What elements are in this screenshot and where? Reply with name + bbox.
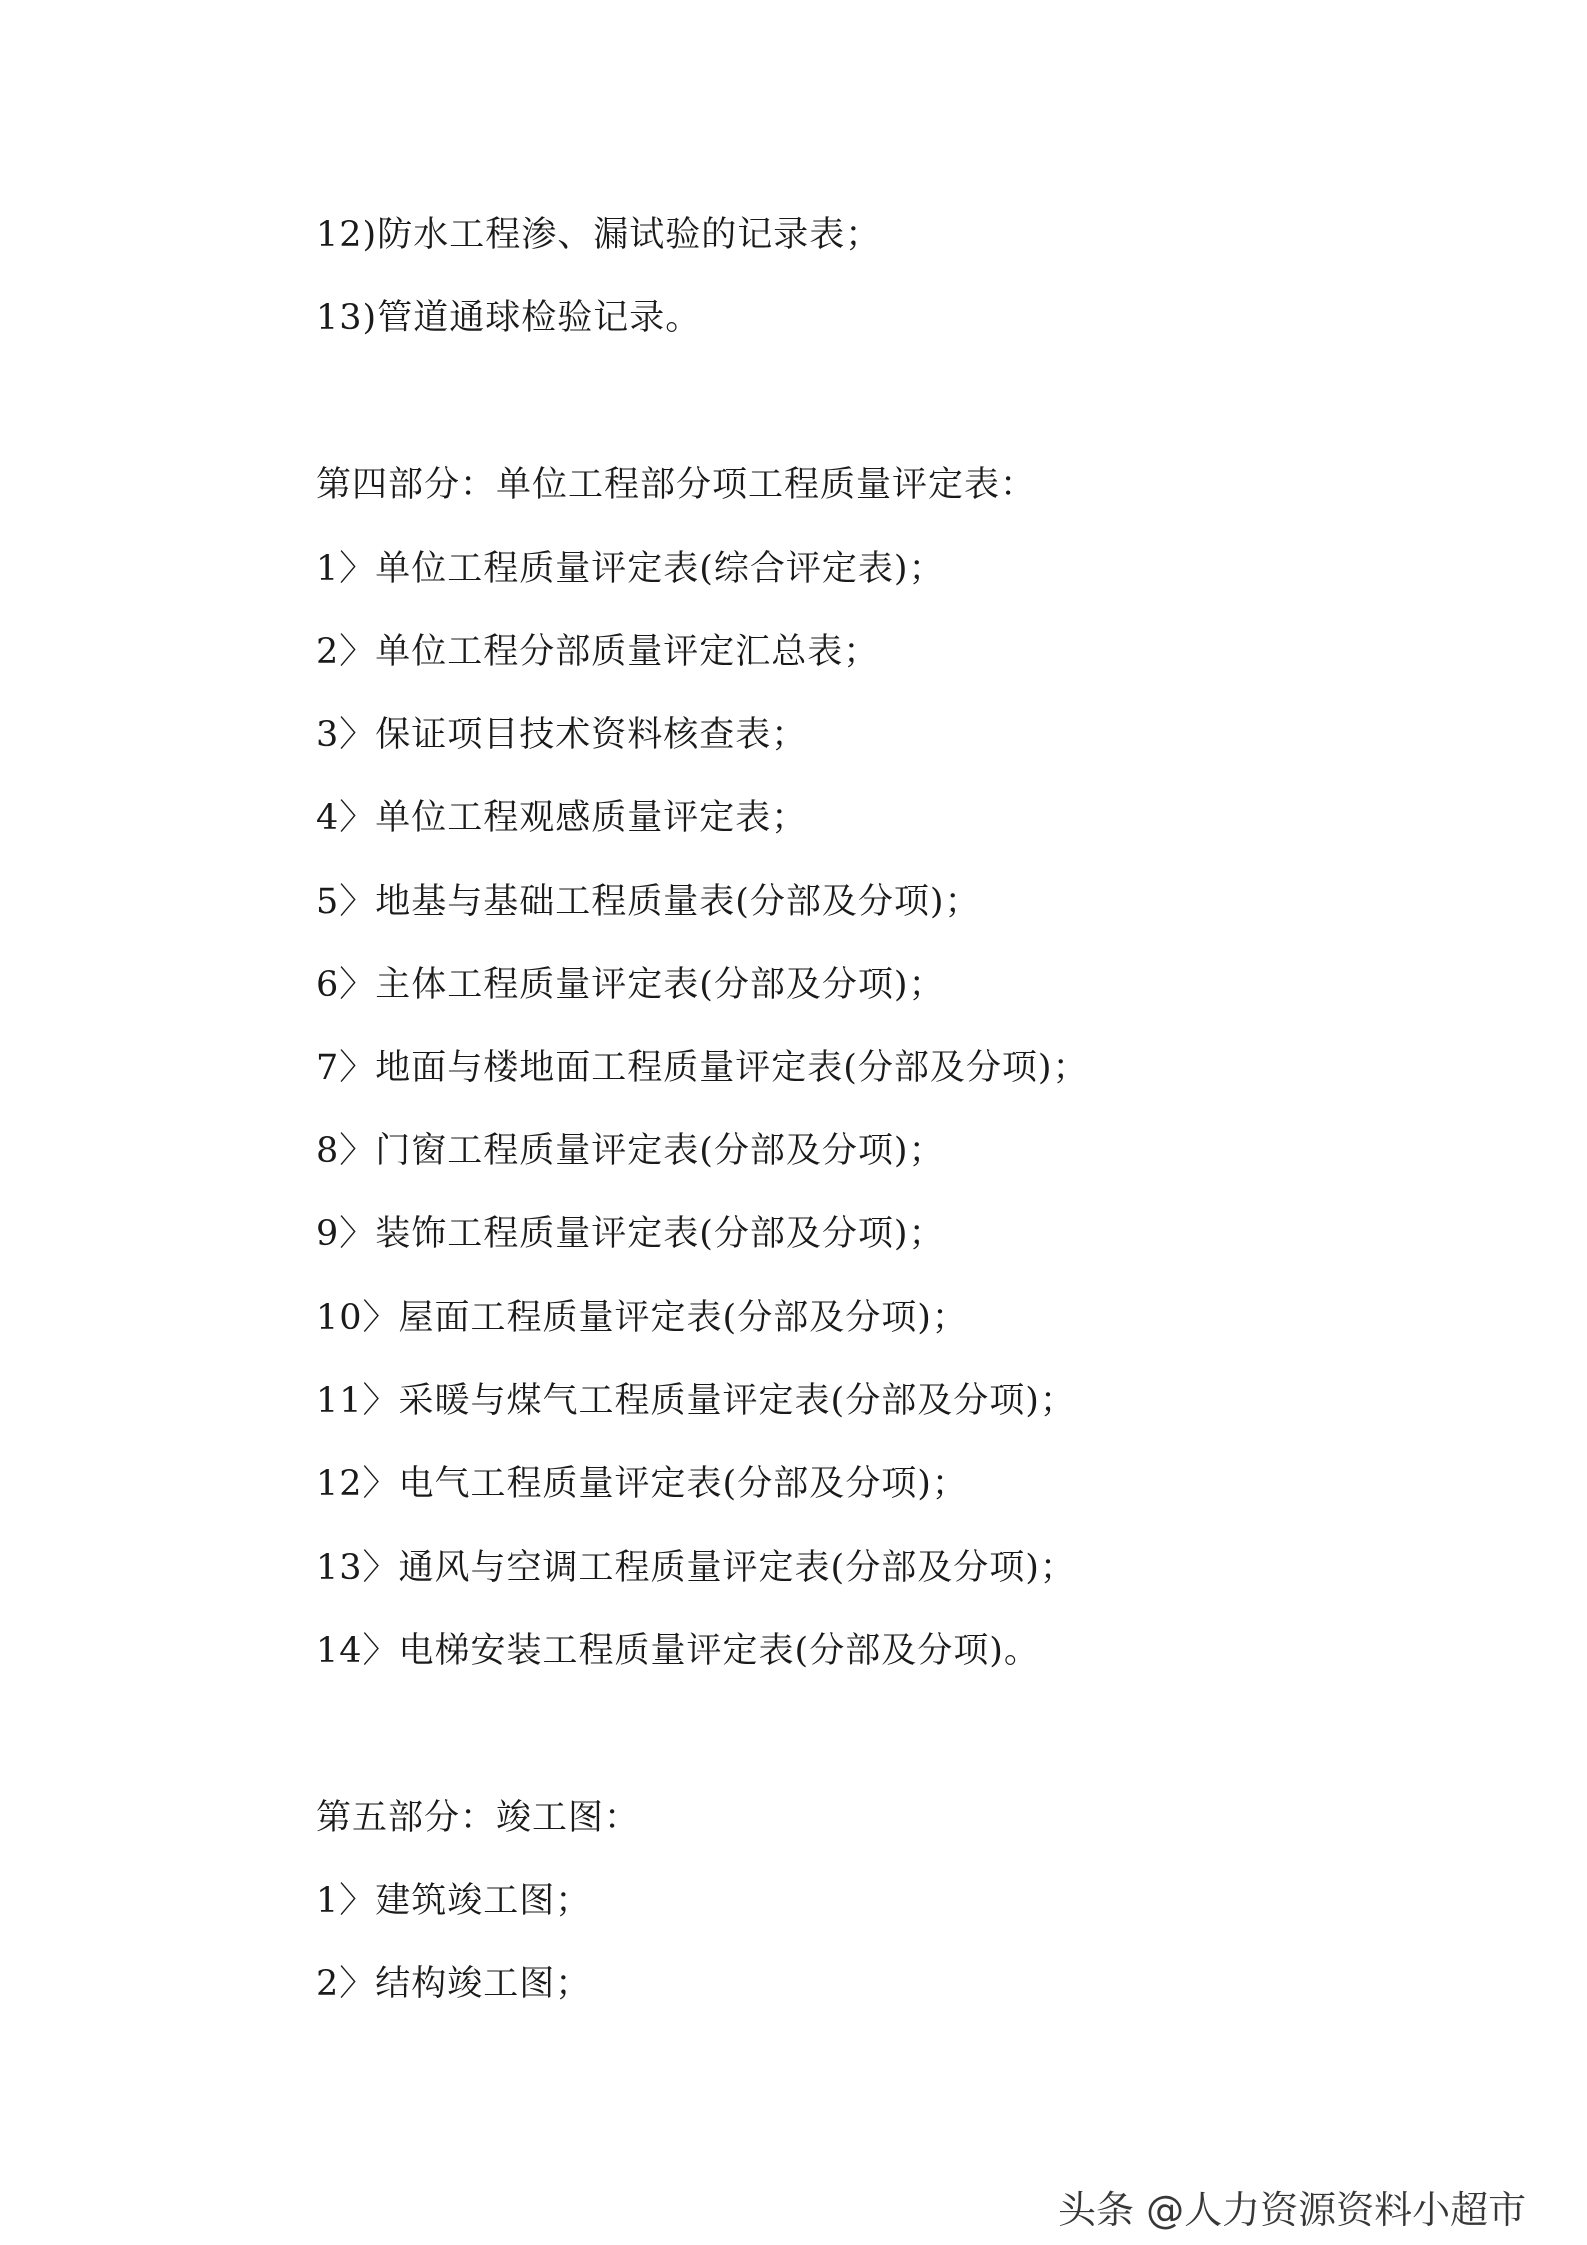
section-heading: 第四部分：单位工程部分项工程质量评定表： [316,465,1037,505]
list-item: 8〉门窗工程质量评定表(分部及分项)； [316,1131,945,1171]
list-item: 6〉主体工程质量评定表(分部及分项)； [316,965,945,1005]
list-item: 14〉电梯安装工程质量评定表(分部及分项)。 [316,1631,1040,1671]
list-item: 12〉电气工程质量评定表(分部及分项)； [316,1464,968,1504]
section-heading: 第五部分：竣工图： [316,1798,641,1838]
list-item: 10〉屋面工程质量评定表(分部及分项)； [316,1298,968,1338]
list-item: 13〉通风与空调工程质量评定表(分部及分项)； [316,1548,1076,1588]
list-item: 1〉单位工程质量评定表(综合评定表)； [316,549,945,589]
list-item: 5〉地基与基础工程质量表(分部及分项)； [316,882,981,922]
list-item: 9〉装饰工程质量评定表(分部及分项)； [316,1214,945,1254]
list-item: 1〉建筑竣工图； [316,1881,592,1921]
list-item: 12)防水工程渗、漏试验的记录表； [316,215,882,255]
list-item: 11〉采暖与煤气工程质量评定表(分部及分项)； [316,1381,1076,1421]
list-item: 7〉地面与楼地面工程质量评定表(分部及分项)； [316,1048,1089,1088]
list-item: 2〉单位工程分部质量评定汇总表； [316,632,880,672]
list-item: 2〉结构竣工图； [316,1964,592,2004]
list-item: 3〉保证项目技术资料核查表； [316,715,808,755]
list-item: 4〉单位工程观感质量评定表； [316,798,808,838]
list-item: 13)管道通球检验记录。 [316,298,702,338]
watermark: 头条 @人力资源资料小超市 [1058,2188,1527,2232]
